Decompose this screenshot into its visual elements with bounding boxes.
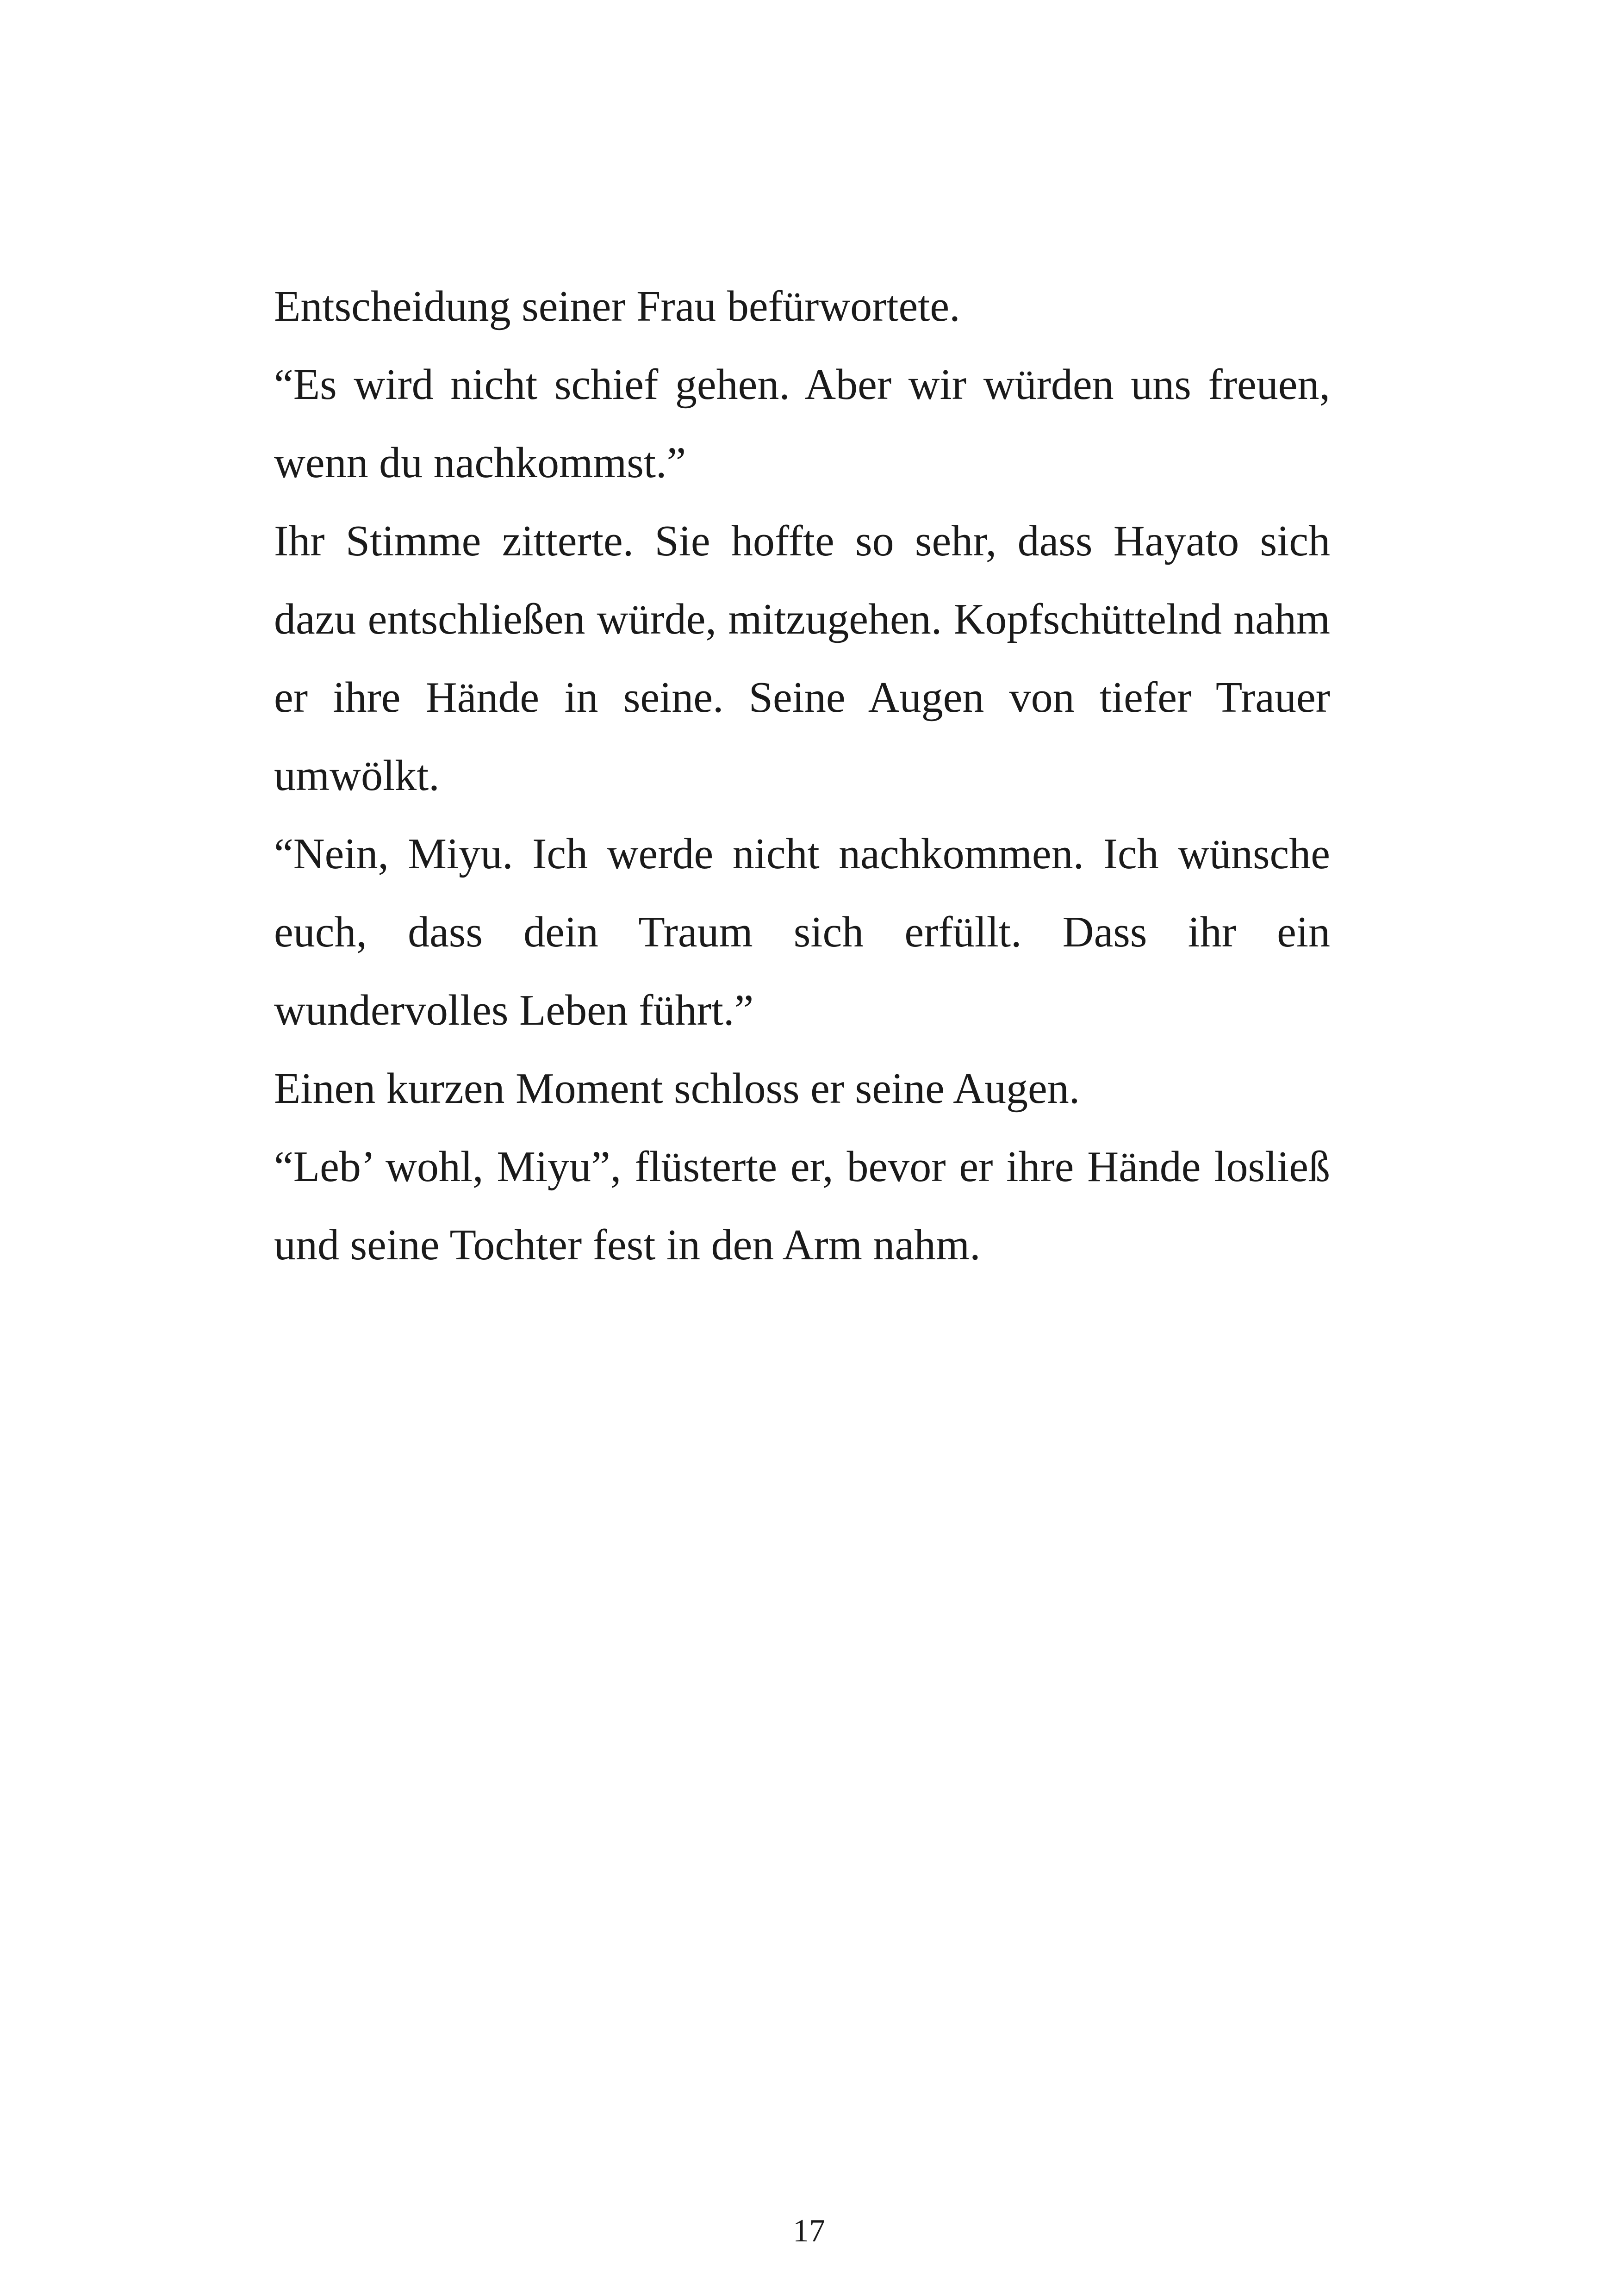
paragraph-4: “Nein, Miyu. Ich werde nicht nachkommen. Ich wünsche euch, dass dein Traum sich erfüllt. Dass ihr ein wundervolles Leben führt.”: [274, 830, 1330, 1034]
paragraph-1: Entscheidung seiner Frau befürwortete.: [274, 282, 960, 330]
paragraph-2: “Es wird nicht schief gehen. Aber wir würden uns freuen, wenn du nachkommst.”: [274, 361, 1330, 487]
paragraph-6: “Leb’ wohl, Miyu”, flüsterte er, bevor er ihre Hände losließ und seine Tochter fest in den Arm nahm.: [274, 1143, 1330, 1269]
paragraph-3: Ihr Stimme zitterte. Sie hoffte so sehr, dass Hayato sich dazu entschließen würde, mitzugehen. Kopfschüttelnd nahm er ihre Hände in seine. Seine Augen von tiefer Trauer umwölkt.: [274, 517, 1330, 800]
paragraph-5: Einen kurzen Moment schloss er seine Augen.: [274, 1064, 1080, 1113]
body-text: [274, 268, 1330, 1284]
page-number: 17: [793, 2213, 825, 2249]
